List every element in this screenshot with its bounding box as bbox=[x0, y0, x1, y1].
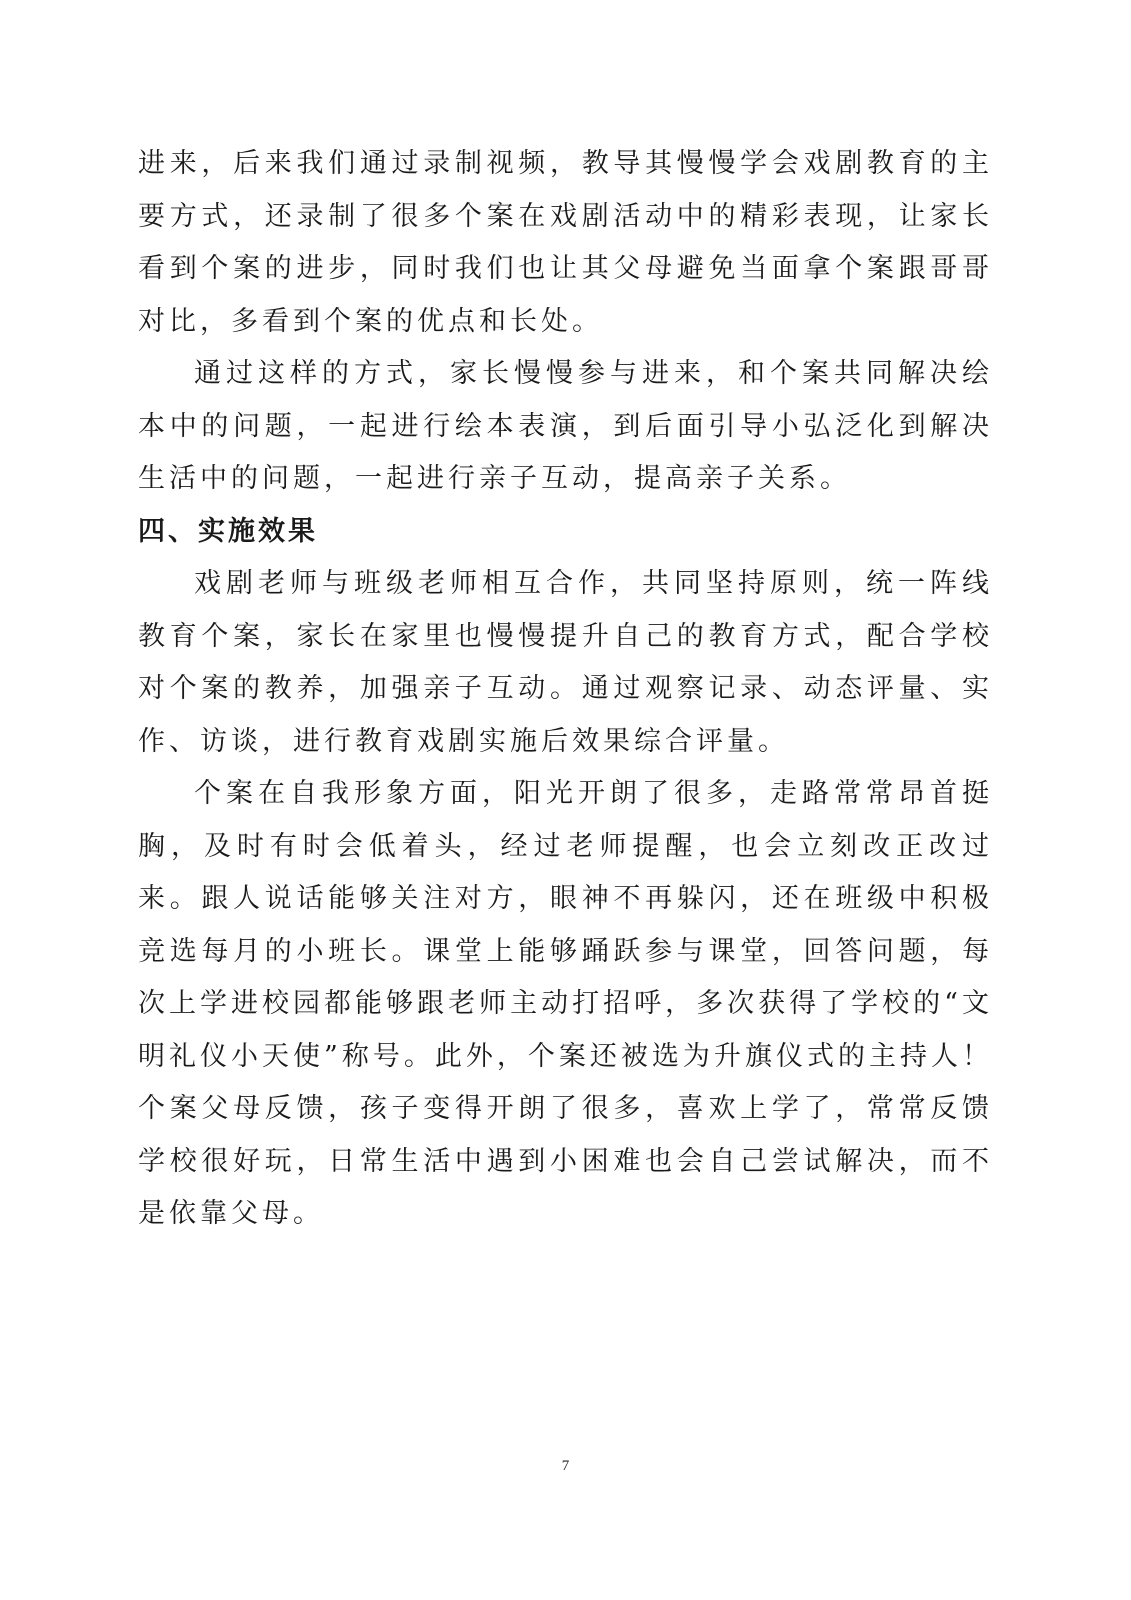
page-number: 7 bbox=[561, 1458, 570, 1474]
paragraph-parent-participation: 通过这样的方式，家长慢慢参与进来，和个案共同解决绘本中的问题，一起进行绘本表演，到后面引导小弘泛化到解决生活中的问题，一起进行亲子互动，提高亲子关系。 bbox=[138, 358, 993, 494]
document-body bbox=[138, 138, 993, 1241]
paragraph-results: 个案在自我形象方面，阳光开朗了很多，走路常常昂首挺胸，及时有时会低着头，经过老师提醒，也会立刻改正改过来。跟人说话能够关注对方，眼神不再躲闪，还在班级中积极竞选每月的小班长。课堂上能够踊跃参与课堂，回答问题，每次上学进校园都能够跟老师主动打招呼，多次获得了学校的“文明礼仪小天使”称号。此外，个案还被选为升旗仪式的主持人！个案父母反馈，孩子变得开朗了很多，喜欢上学了，常常反馈学校很好玩，日常生活中遇到小困难也会自己尝试解决，而不是依靠父母。 bbox=[138, 778, 993, 1229]
paragraph-cooperation: 戏剧老师与班级老师相互合作，共同坚持原则，统一阵线教育个案，家长在家里也慢慢提升自己的教育方式，配合学校对个案的教养，加强亲子互动。通过观察记录、动态评量、实作、访谈，进行教育戏剧实施后效果综合评量。 bbox=[138, 568, 993, 757]
section-heading: 四、实施效果 bbox=[138, 515, 318, 547]
paragraph-continuation: 进来，后来我们通过录制视频，教导其慢慢学会戏剧教育的主要方式，还录制了很多个案在戏剧活动中的精彩表现，让家长看到个案的进步，同时我们也让其父母避免当面拿个案跟哥哥对比，多看到个案的优点和长处。 bbox=[138, 148, 993, 337]
